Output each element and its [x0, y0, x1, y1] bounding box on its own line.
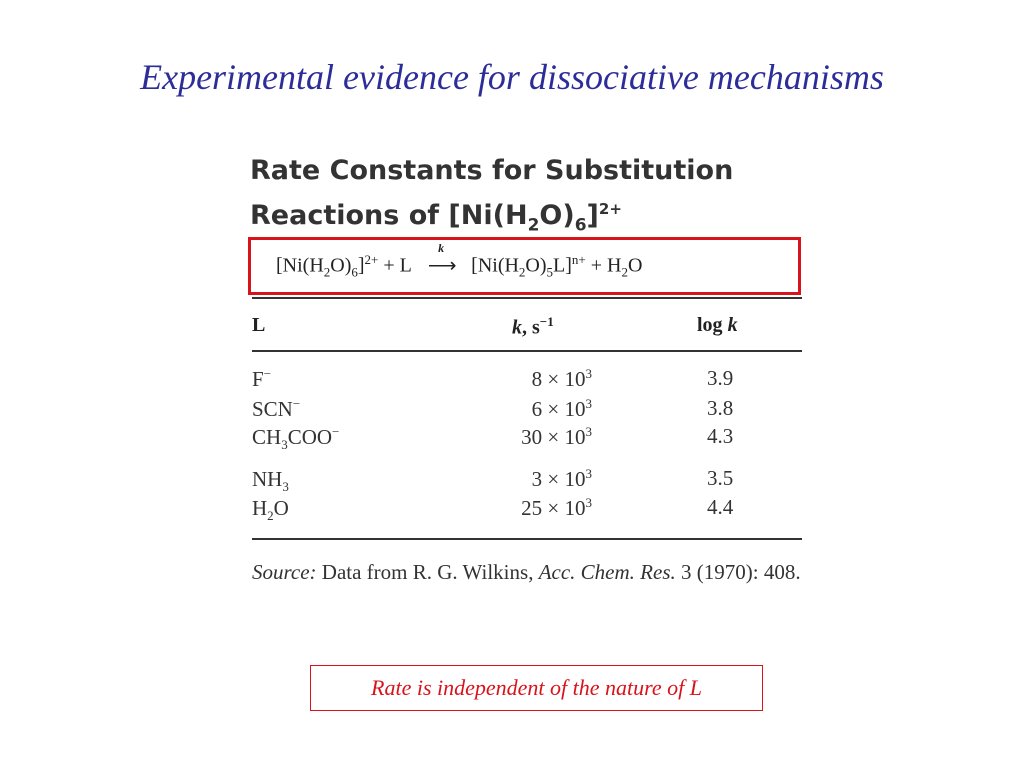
reaction-underline	[252, 297, 802, 299]
caption-line-2: Reactions of $[Ni(H_2O)_6]^{2+}$	[250, 200, 622, 236]
rate-constant-cell: $30 \times 10^3$	[521, 424, 592, 449]
ligand-cell: SCN−	[252, 396, 301, 421]
conclusion-box	[310, 665, 763, 711]
header-rule	[252, 350, 802, 352]
ligand-cell: $NH_3$	[252, 467, 289, 495]
reaction-arrow: k ⟶	[416, 253, 466, 278]
table-caption	[250, 152, 810, 244]
slide-title: Experimental evidence for dissociative mechanisms	[140, 57, 884, 97]
source-citation: Source: Data from R. G. Wilkins, Acc. Chem. Res. 3 (1970): 408.	[252, 560, 801, 584]
rate-constant-label: k	[438, 240, 445, 255]
rate-constant-cell: $25 \times 10^3$	[521, 495, 592, 520]
log-k-cell: 3.5	[707, 466, 734, 490]
rate-constant-cell: $3 \times 10^3$	[531, 466, 592, 491]
footer-rule	[252, 538, 802, 540]
header-log-k: log k	[697, 314, 738, 336]
caption-line-1: Rate Constants for Substitution	[250, 155, 734, 186]
log-k-cell: 4.3	[707, 424, 734, 448]
ligand-cell: F−	[252, 366, 272, 391]
conclusion-text: Rate is independent of the nature of L	[371, 675, 702, 700]
ligand-cell: $H_2O$	[252, 496, 289, 524]
log-k-cell: 3.8	[707, 396, 734, 420]
header-rate-constant: k, $s^{-1}$	[512, 314, 554, 339]
log-k-cell: 4.4	[707, 495, 734, 519]
reaction-equation: $[Ni(H_2O)_6]^{2+} + L$ k ⟶ $[Ni(H_2O)_5L]^{n+} + H_2O$	[276, 240, 643, 280]
rate-constant-cell: $8 \times 10^3$	[531, 366, 592, 391]
header-ligand: L	[252, 314, 266, 336]
log-k-cell: 3.9	[707, 366, 734, 390]
ligand-cell: $CH_3COO^-$	[252, 424, 340, 453]
rate-constant-cell: $6 \times 10^3$	[531, 396, 592, 421]
